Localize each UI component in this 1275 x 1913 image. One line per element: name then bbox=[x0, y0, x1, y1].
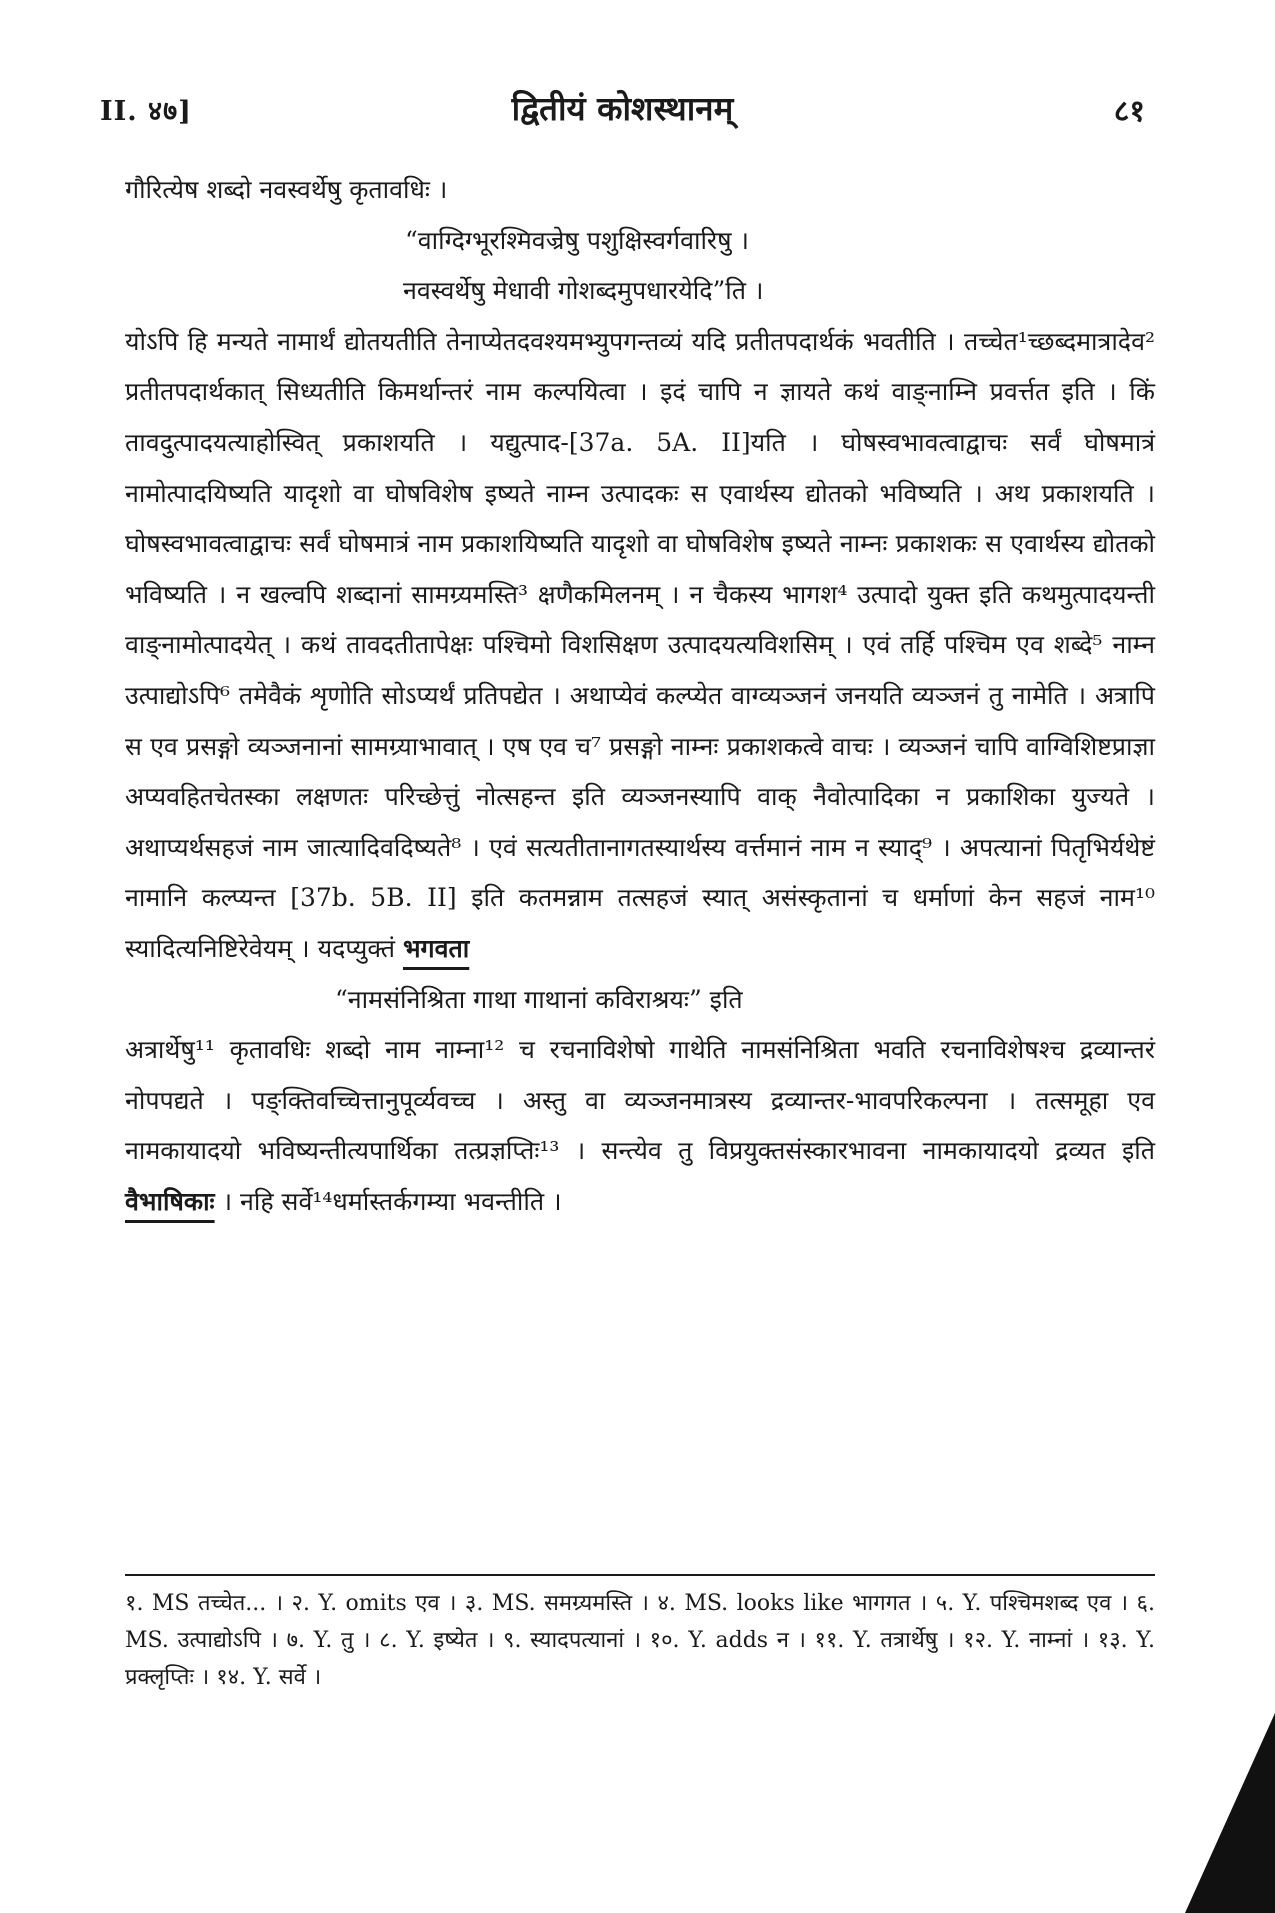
section-reference: II. ४७] bbox=[100, 96, 192, 127]
verse-line-1: “वाग्दिग्भूरश्मिवज्रेषु पशुक्षिस्वर्गवारिषु । bbox=[405, 225, 750, 255]
quoted-verse: “नामसंनिश्रिता गाथा गाथानां कविराश्रयः” इति bbox=[335, 984, 743, 1014]
footnote-divider bbox=[125, 1574, 1155, 1576]
main-text bbox=[125, 165, 1155, 1227]
paragraph-text: । नहि सर्वे¹⁴धर्मास्तर्कगम्या भवन्तीति । bbox=[222, 1186, 562, 1216]
page-title: द्वितीयं कोशस्थानम् bbox=[511, 89, 734, 128]
paragraph-text: योऽपि हि मन्यते नामार्थं द्योतयतीति तेनाप्येतदवश्यमभ्युपगन्तव्यं यदि प्रतीतपदार्थकं भवतीति । तच्चेत¹च्छब्दमात्रादेव² प्रतीतपदार्थकात् सिध्यतीति किमर्थान्तरं नाम कल्पयित्वा । इदं चापि न ज्ञायते कथं वाङ्नाम्नि प्रवर्त्तत इति । किं तावदुत्पादयत्याहोस्वित् प्रकाशयति । यद्युत्पाद-[37a. 5A. II]यति । घोषस्वभावत्वाद्वाचः सर्वं घोषमात्रं नामोत्पादयिष्यति यादृशो वा घोषविशेष इष्यते नाम्न उत्पादकः स एवार्थस्य द्योतको भविष्यति । अथ प्रकाशयति । घोषस्वभावत्वाद्वाचः सर्वं घोषमात्रं नाम प्रकाशयिष्यति यादृशो वा घोषविशेष इष्यते नाम्नः प्रकाशकः स एवार्थस्य द्योतको भविष्यति । न खल्वपि शब्दानां सामग्र्यमस्ति³ क्षणैकमिलनम् । न चैकस्य भागश⁴ उत्पादो युक्त इति कथमुत्पादयन्ती वाङ्नामोत्पादयेत् । कथं तावदतीतापेक्षः पश्चिमो विशसिक्षण उत्पादयत्यविशसिम् । एवं तर्हि पश्चिम एव शब्दे⁵ नाम्न उत्पाद्योऽपि⁶ तमेवैकं शृणोति सोऽप्यर्थं प्रतिपद्येत । अथाप्येवं कल्प्येत वाग्व्यञ्जनं जनयति व्यञ्जनं तु नामेति । अत्रापि स एव प्रसङ्गो व्यञ्जनानां सामग्र्याभावात् । एष एव च⁷ प्रसङ्गो नाम्नः प्रकाशकत्वे वाचः । व्यञ्जनं चापि वाग्विशिष्टप्राज्ञा अप्यवहितचेतस्का लक्षणतः परिच्छेत्तुं नोत्सहन्त इति व्यञ्जनस्यापि वाक् नैवोत्पादिका न प्रकाशिका युज्यते । अथाप्यर्थसहजं नाम जात्यादिवदिष्यते⁸ । एवं सत्यतीतानागतस्यार्थस्य वर्त्तमानं नाम न स्याद्⁹ । अपत्यानां पितृभिर्यथेष्टं नामानि कल्प्यन्त [37b. 5B. II] इति कतमन्नाम तत्सहजं स्यात् असंस्कृतानां च धर्माणां केन सहजं नाम¹⁰ स्यादित्यनिष्टिरेवेयम् । यदप्युक्तं bbox=[125, 326, 1155, 963]
scan-corner-shadow bbox=[1185, 1713, 1275, 1913]
opening-line: गौरित्येष शब्दो नवस्वर्थेषु कृतावधिः । bbox=[125, 175, 448, 204]
paragraph-text: अत्रार्थेषु¹¹ कृतावधिः शब्दो नाम नाम्ना¹² च रचनाविशेषो गाथेति नामसंनिश्रिता भवति रचनाविशेषश्च द्रव्यान्तरं नोपपद्यते । पङ्क्तिवच्चित्तानुपूर्व्यवच्च । अस्तु वा व्यञ्जनमात्रस्य द्रव्यान्तर-भावपरिकल्पना । तत्समूहा एव नामकायादयो भविष्यन्तीत्यपार्थिका तत्प्रज्ञप्तिः¹³ । सन्त्येव तु विप्रयुक्तसंस्कारभावना नामकायादयो द्रव्यत इति bbox=[125, 1035, 1155, 1166]
emphasized-term: भगवता bbox=[402, 933, 470, 963]
emphasized-term: वैभाषिकाः bbox=[125, 1186, 215, 1216]
page-number: ८१ bbox=[1113, 94, 1145, 129]
verse-line-2: नवस्वर्थेषु मेधावी गोशब्दमुपधारयेदि”ति । bbox=[403, 276, 764, 306]
footnotes bbox=[125, 1585, 1155, 1696]
paragraph bbox=[125, 317, 1155, 975]
footnote-text: १. MS तच्चेत... । २. Y. omits एव । ३. MS. समग्र्यमस्ति । ४. MS. looks like भागगत । ५. Y. पश्चिमशब्द एव । ६. MS. उत्पाद्योऽपि । ७. Y. तु । ८. Y. इष्येत । ९. स्यादपत्यानां । १०. Y. adds न । ११. Y. तत्रार्थेषु । १२. Y. नाम्नां । १३. Y. प्रक्लृप्तिः । १४. Y. सर्वे । bbox=[125, 1591, 1155, 1690]
paragraph bbox=[125, 1025, 1155, 1227]
page-header bbox=[100, 85, 1145, 135]
